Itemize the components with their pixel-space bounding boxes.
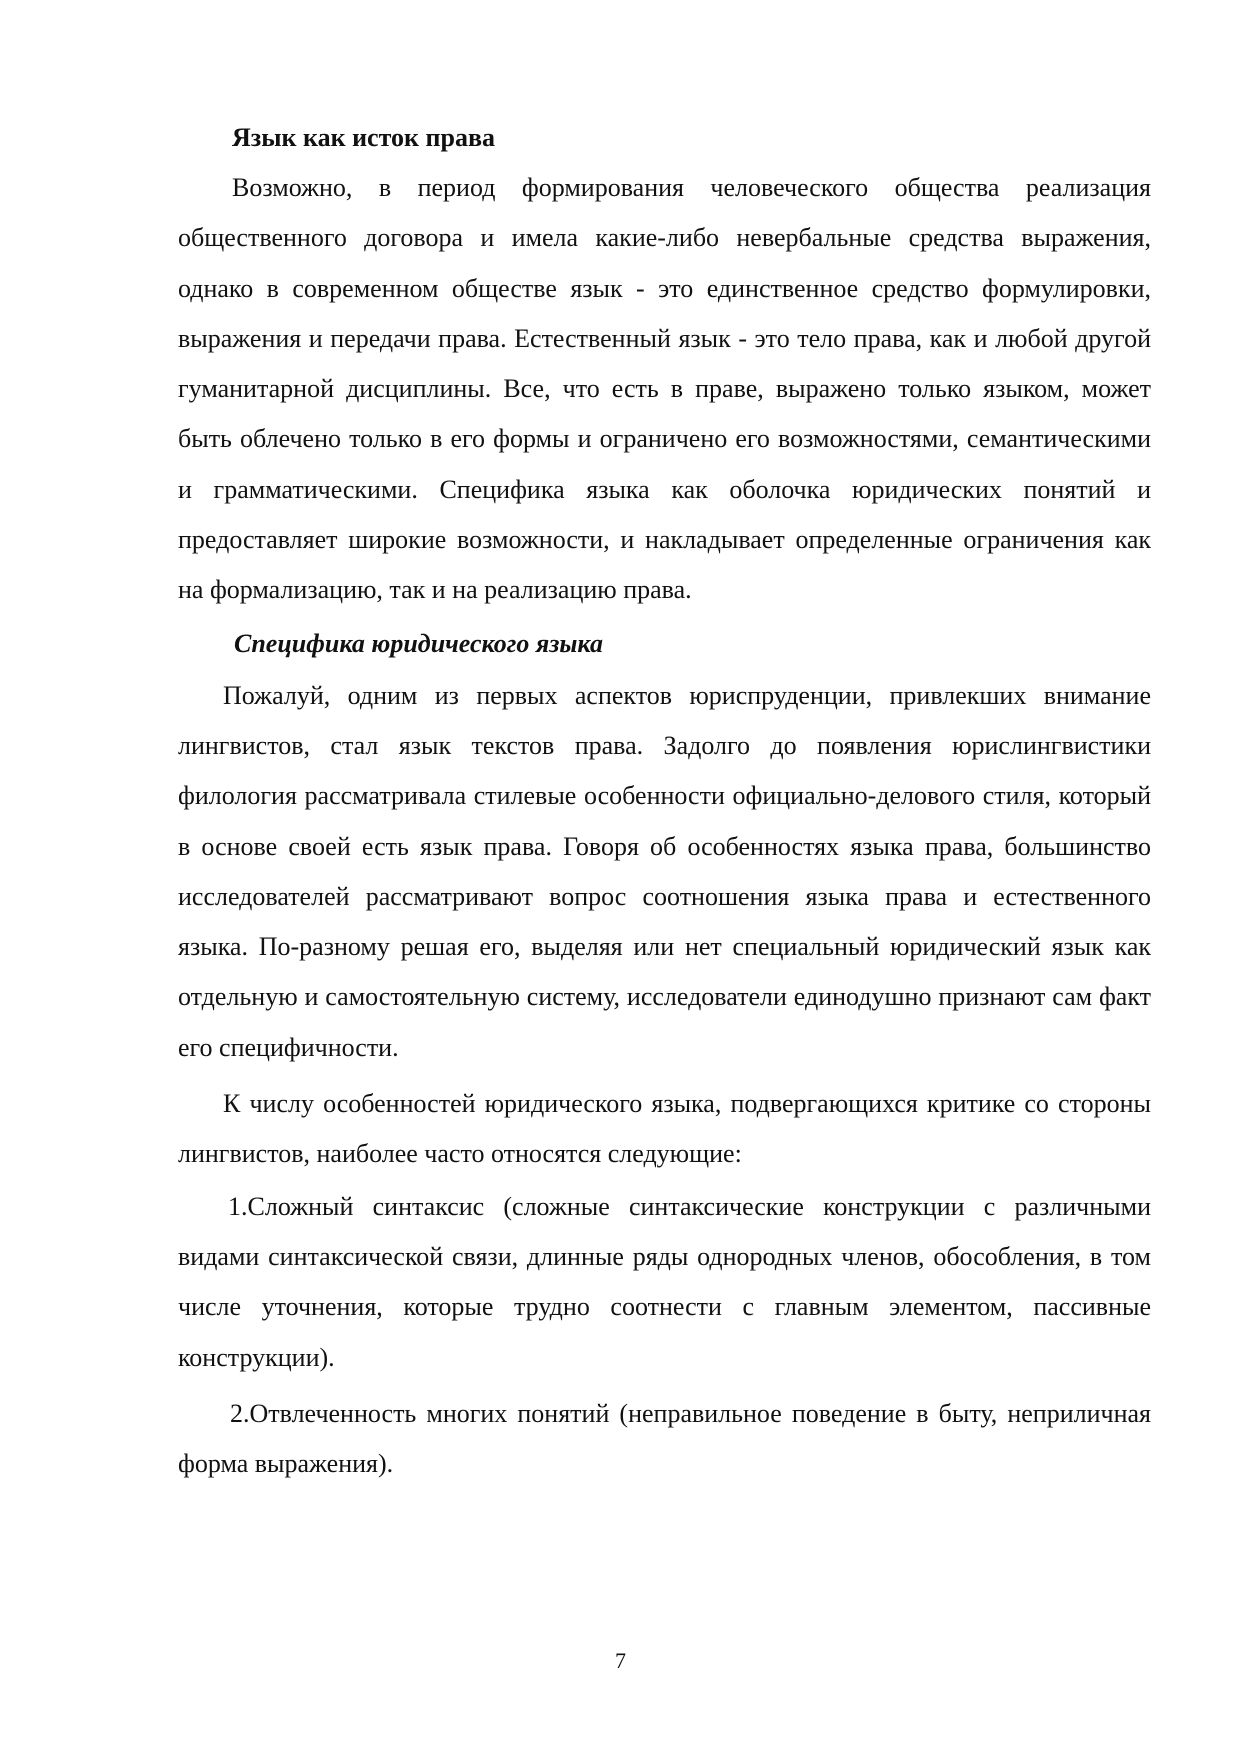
paragraph-language-source: Возможно, в период формирования человеческого общества реализация общественного договора и имела какие-либо невербальные средства выражения, однако в современном обществе язык - это единственное средство формулировки, выражения и передачи права. Естественный язык - это тело права, как и любой другой гуманитарной дисциплины. Все, что есть в праве, выражено только языком, может быть облечено только в его формы и ограничено его возможностями, семантическими и грамматическими. Специфика языка как оболочка юридических понятий и предоставляет широкие возможности, и накладывает определенные ограничения как на формализацию, так и на реализацию права. [178, 173, 1151, 605]
list-item-complex-syntax: 1.Сложный синтаксис (сложные синтаксические конструкции с различными видами синтаксической связи, длинные ряды однородных членов, обособления, в том числе уточнения, которые трудно соотнести с главным элементом, пассивные конструкции). [178, 1191, 1151, 1372]
page-number: 7 [615, 1648, 626, 1673]
list-item-abstract-concepts: 2.Отвлеченность многих понятий (неправильное поведение в быту, неприличная форма выражения). [178, 1398, 1151, 1479]
paragraph-legal-language-intro: Пожалуй, одним из первых аспектов юриспруденции, привлекших внимание лингвистов, стал язык текстов права. Задолго до появления юрислингвистики филология рассматривала стилевые особенности официально-делового стиля, который в основе своей есть язык права. Говоря об особенностях языка права, большинство исследователей рассматривают вопрос соотношения языка права и естественного языка. По-разному решая его, выделяя или нет специальный юридический язык как отдельную и самостоятельную систему, исследователи единодушно признают сам факт его специфичности. [178, 680, 1151, 1062]
section-heading-language-source: Язык как исток права [232, 123, 495, 152]
page-content [178, 112, 1151, 1489]
paragraph-features-intro: К числу особенностей юридического языка, подвергающихся критике со стороны лингвистов, наиболее часто относятся следующие: [178, 1089, 1151, 1169]
section-heading-legal-language: Специфика юридического языка [234, 628, 603, 658]
